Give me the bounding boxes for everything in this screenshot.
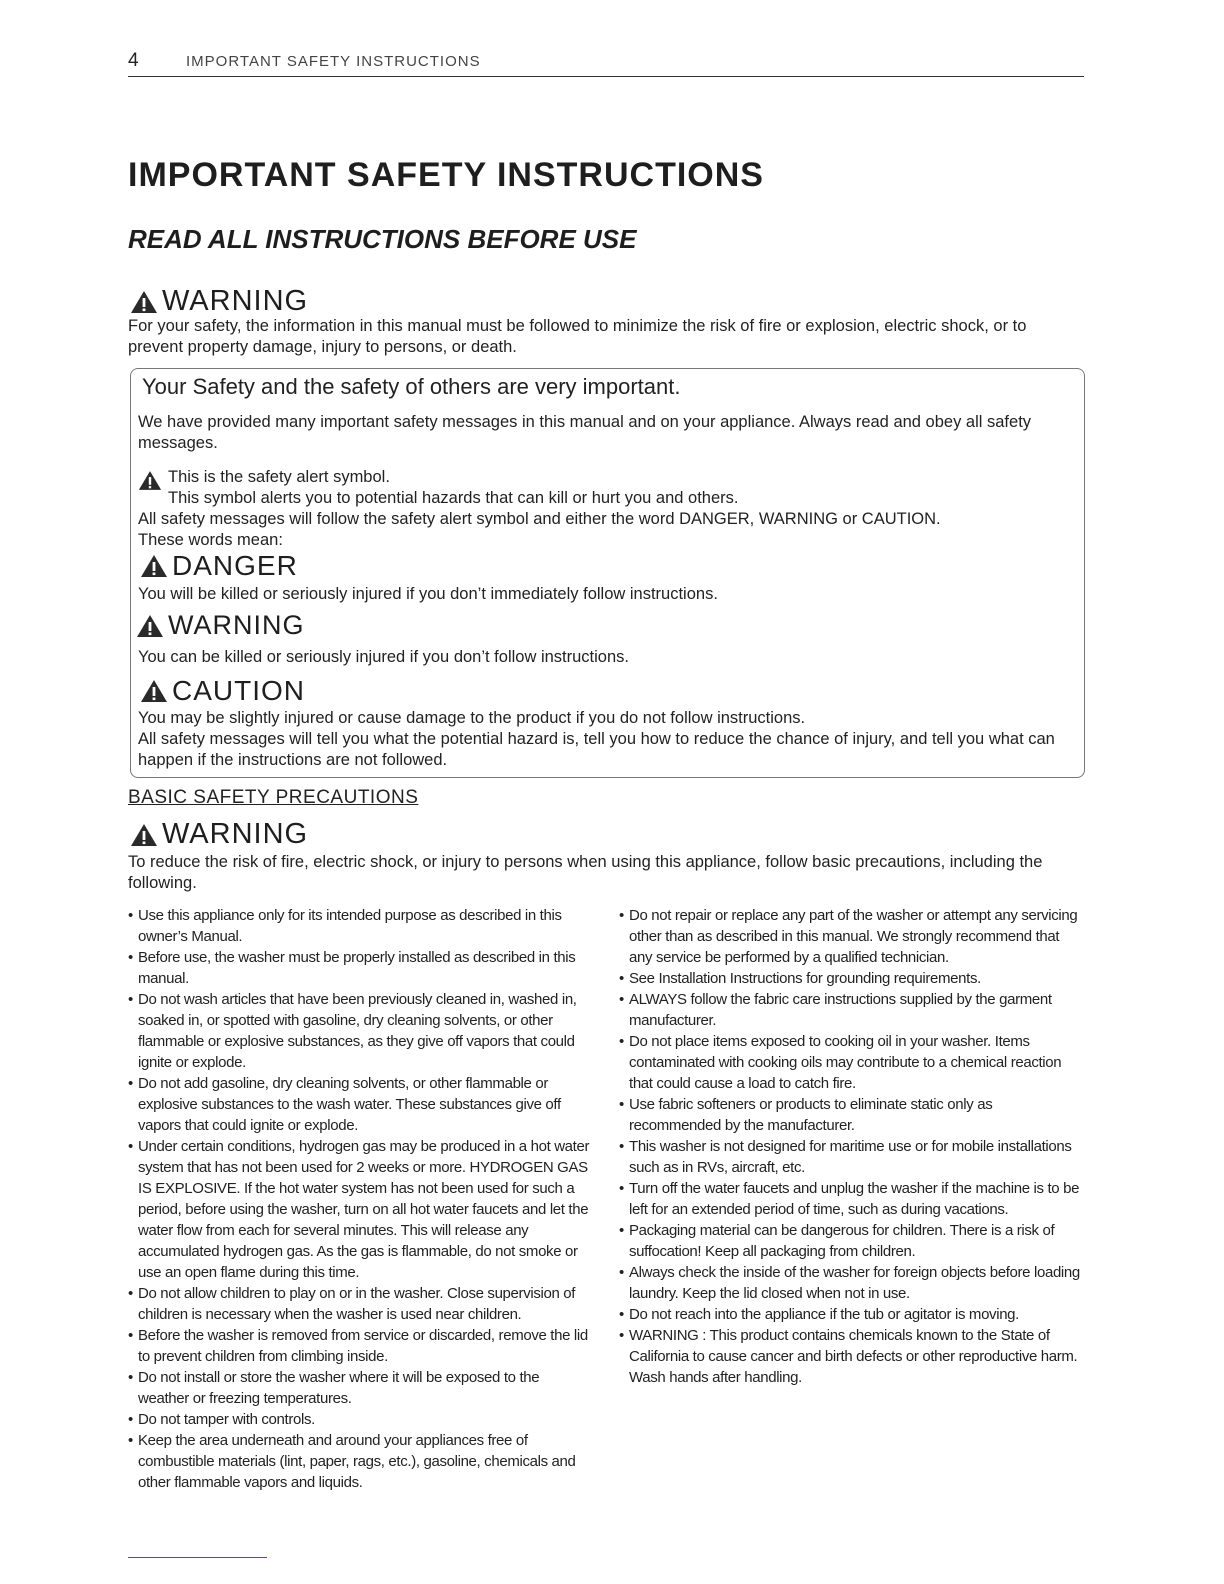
list-item: • Use this appliance only for its intended purpose as described in this owner’s Manual.	[128, 905, 594, 947]
closing-text: All safety messages will tell you what the potential hazard is, tell you how to reduce the chance of injury, and tell you what can happen if the instructions are not followed.	[138, 730, 1055, 769]
list-item: • Do not reach into the appliance if the tub or agitator is moving.	[619, 1304, 1081, 1325]
basic-warning-alert-icon	[130, 823, 158, 847]
list-item: • Do not place items exposed to cooking oil in your washer. Items contaminated with cooking oils may contribute to a chemical reaction that could cause a load to catch fire.	[619, 1031, 1081, 1094]
warning-alert-icon	[136, 614, 164, 638]
safety-alert-symbol-icon	[138, 470, 162, 491]
danger-label: DANGER	[172, 550, 298, 581]
list-item: • Before the washer is removed from service or discarded, remove the lid to prevent children from climbing inside.	[128, 1325, 594, 1367]
symbol-line-2: This symbol alerts you to potential hazards that can kill or hurt you and others.	[168, 489, 739, 507]
symbol-line-1: This is the safety alert symbol.	[168, 468, 390, 486]
list-item: • Under certain conditions, hydrogen gas may be produced in a hot water system that has not been used for 2 weeks or more. HYDROGEN GAS IS EXPLOSIVE. If the hot water system has not been used for such a period, before using the washer, turn on all hot water faucets and let the water flow from each for several minutes. This will release any accumulated hydrogen gas. As the gas is flammable, do not smoke or use an open flame during this time.	[128, 1136, 594, 1283]
basic-intro-text: To reduce the risk of fire, electric shock, or injury to persons when using this appliance, follow basic precautions, including the following.	[128, 853, 1043, 892]
page-number: 4	[128, 50, 139, 71]
caution-label: CAUTION	[172, 675, 305, 706]
list-item: • Do not tamper with controls.	[128, 1409, 594, 1430]
list-item: • ALWAYS follow the fabric care instructions supplied by the garment manufacturer.	[619, 989, 1081, 1031]
list-item: • Use fabric softeners or products to eliminate static only as recommended by the manufacturer.	[619, 1094, 1081, 1136]
basic-warning-label: WARNING	[162, 818, 309, 850]
list-item: • See Installation Instructions for grounding requirements.	[619, 968, 1081, 989]
top-warning-label: WARNING	[162, 285, 309, 317]
list-item: • This washer is not designed for maritime use or for mobile installations such as in RVs, aircraft, etc.	[619, 1136, 1081, 1178]
basic-warning-heading	[130, 818, 308, 851]
page-title: IMPORTANT SAFETY INSTRUCTIONS	[128, 156, 764, 194]
words-mean-text: These words mean:	[138, 531, 283, 549]
caution-heading	[140, 675, 305, 707]
running-title: IMPORTANT SAFETY INSTRUCTIONS	[186, 53, 481, 70]
basic-safety-heading: BASIC SAFETY PRECAUTIONS	[128, 787, 419, 808]
list-item: • Do not wash articles that have been previously cleaned in, washed in, soaked in, or spotted with gasoline, dry cleaning solvents, or other flammable or explosive substances, as they give off vapors that could ignite or explode.	[128, 989, 594, 1073]
list-item: • Packaging material can be dangerous for children. There is a risk of suffocation! Keep all packaging from children.	[619, 1220, 1081, 1262]
running-header	[128, 50, 1084, 77]
danger-alert-icon	[140, 554, 168, 578]
footer-rule	[128, 1557, 267, 1558]
list-item: • Keep the area underneath and around your appliances free of combustible materials (lint, paper, rags, etc.), gasoline, chemicals and other flammable vapors and liquids.	[128, 1430, 594, 1493]
safety-alert-icon	[130, 290, 158, 314]
list-item: • Do not add gasoline, dry cleaning solvents, or other flammable or explosive substances to the wash water. These substances give off vapors that could ignite or explode.	[128, 1073, 594, 1136]
danger-heading	[140, 550, 298, 582]
list-item: • WARNING : This product contains chemicals known to the State of California to cause cancer and birth defects or other reproductive harm. Wash hands after handling.	[619, 1325, 1081, 1388]
top-warning-heading	[130, 285, 308, 318]
page-subtitle: READ ALL INSTRUCTIONS BEFORE USE	[128, 224, 637, 254]
list-item: • Do not install or store the washer where it will be exposed to the weather or freezing temperatures.	[128, 1367, 594, 1409]
right-precautions-list	[619, 905, 1081, 1388]
box-warning-heading	[136, 610, 305, 641]
caution-text: You may be slightly injured or cause damage to the product if you do not follow instructions.	[138, 709, 806, 727]
box-warning-label: WARNING	[168, 610, 305, 640]
top-warning-text: For your safety, the information in this manual must be followed to minimize the risk of fire or explosion, electric shock, or to prevent property damage, injury to persons, or death.	[128, 317, 1027, 356]
list-item: • Turn off the water faucets and unplug the washer if the machine is to be left for an extended period of time, such as during vacations.	[619, 1178, 1081, 1220]
list-item: • Always check the inside of the washer for foreign objects before loading laundry. Keep the lid closed when not in use.	[619, 1262, 1081, 1304]
list-item: • Do not repair or replace any part of the washer or attempt any servicing other than as described in this manual. We strongly recommend that any service be performed by a qualified technician.	[619, 905, 1081, 968]
safety-box-intro: We have provided many important safety messages in this manual and on your appliance. Always read and obey all safety messages.	[138, 413, 1032, 452]
box-warning-text: You can be killed or seriously injured if you don’t follow instructions.	[138, 648, 629, 666]
left-precautions-list	[128, 905, 594, 1493]
safety-box-heading: Your Safety and the safety of others are very important.	[142, 374, 681, 399]
list-item: • Before use, the washer must be properly installed as described in this manual.	[128, 947, 594, 989]
caution-alert-icon	[140, 679, 168, 703]
follow-text: All safety messages will follow the safety alert symbol and either the word DANGER, WARNING or CAUTION.	[138, 510, 941, 528]
danger-text: You will be killed or seriously injured if you don’t immediately follow instructions.	[138, 585, 718, 603]
list-item: • Do not allow children to play on or in the washer. Close supervision of children is necessary when the washer is used near children.	[128, 1283, 594, 1325]
